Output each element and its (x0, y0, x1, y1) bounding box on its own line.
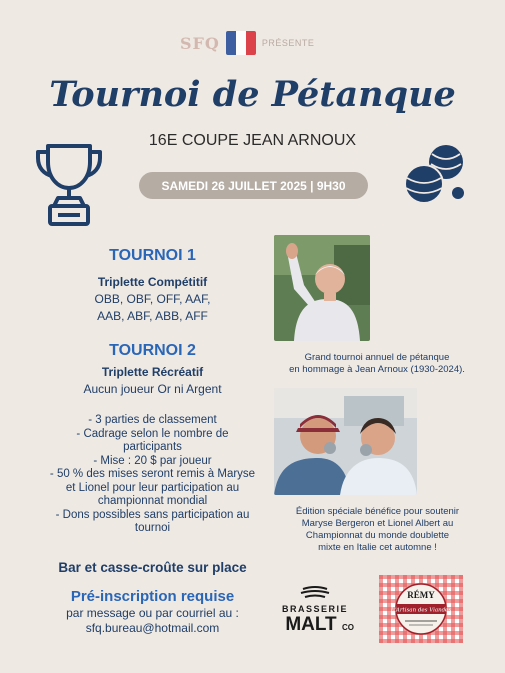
caption-line: Grand tournoi annuel de pétanque (304, 352, 450, 363)
rule-line: - 3 parties de classement (88, 414, 217, 426)
remy-name-text: RÉMY (407, 590, 435, 600)
caption-line: mixte en Italie cet automne ! (318, 542, 437, 553)
caption-line: Championnat du monde doublette (305, 530, 450, 541)
remy-tagline-text: L'Artisan des Viandes (390, 607, 452, 614)
photo1-caption (262, 352, 492, 376)
rule-line: - Mise : 20 $ par joueur (93, 454, 212, 467)
event-title: Tournoi de Pétanque (49, 74, 456, 115)
tournoi-1-category: Triplette Compétitif (97, 275, 208, 289)
rule-line: tournoi (134, 522, 171, 534)
malt-bottom-text: MALT (285, 614, 337, 633)
contact-email[interactable]: sfq.bureau@hotmail.com (85, 621, 220, 635)
rule-line: participants (123, 441, 182, 453)
malt-top-text: BRASSERIE (281, 604, 349, 614)
sfq-wordmark: SFQ (180, 33, 220, 53)
rule-line: et Lionel pour leur participation au (65, 481, 240, 494)
preregistration-instructions: par message ou par courriel au : (66, 606, 239, 620)
tournoi-1-codes-line1: OBB, OBF, OFF, AAF, (94, 292, 211, 306)
maryse-lionel-photo (274, 388, 417, 495)
tournoi-1-title: TOURNOI 1 (109, 247, 196, 264)
tournoi-2-title: TOURNOI 2 (109, 342, 196, 359)
tournoi-2-category: Triplette Récréatif (101, 365, 204, 379)
preregistration-title: Pré-inscription requise (70, 588, 235, 605)
bar-notice: Bar et casse-croûte sur place (58, 560, 247, 575)
malt-co-text: CO (342, 623, 354, 632)
caption-line: en hommage à Jean Arnoux (1930-2024). (289, 364, 465, 375)
event-date-badge: SAMEDI 26 JUILLET 2025 | 9H30 (139, 172, 368, 199)
caption-line: Édition spéciale bénéfice pour soutenir (295, 506, 460, 517)
petanque-boules-icon (402, 140, 478, 208)
france-quebec-flag-icon (226, 31, 256, 55)
presents-label: PRÉSENTE (261, 38, 315, 48)
rule-line: championnat mondial (97, 495, 208, 507)
rule-line: - 50 % des mises seront remis à Maryse (49, 468, 256, 480)
tournoi-2-description: Aucun joueur Or ni Argent (83, 382, 222, 396)
event-subtitle: 16E COUPE JEAN ARNOUX (148, 132, 357, 149)
sfq-logo (180, 30, 330, 56)
photo2-caption (265, 506, 490, 554)
tournoi-1-codes-line2: AAB, ABF, ABB, AFF (97, 309, 208, 323)
rules-list (20, 414, 285, 536)
trophy-icon (34, 140, 104, 230)
rule-line: - Cadrage selon le nombre de (76, 427, 229, 440)
jean-arnoux-photo (274, 235, 370, 341)
rule-line: - Dons possibles sans participation au (55, 508, 250, 521)
brasserie-malt-logo (271, 585, 359, 633)
caption-line: Maryse Bergeron et Lionel Albert au (301, 518, 454, 529)
remy-artisan-logo (379, 575, 463, 643)
